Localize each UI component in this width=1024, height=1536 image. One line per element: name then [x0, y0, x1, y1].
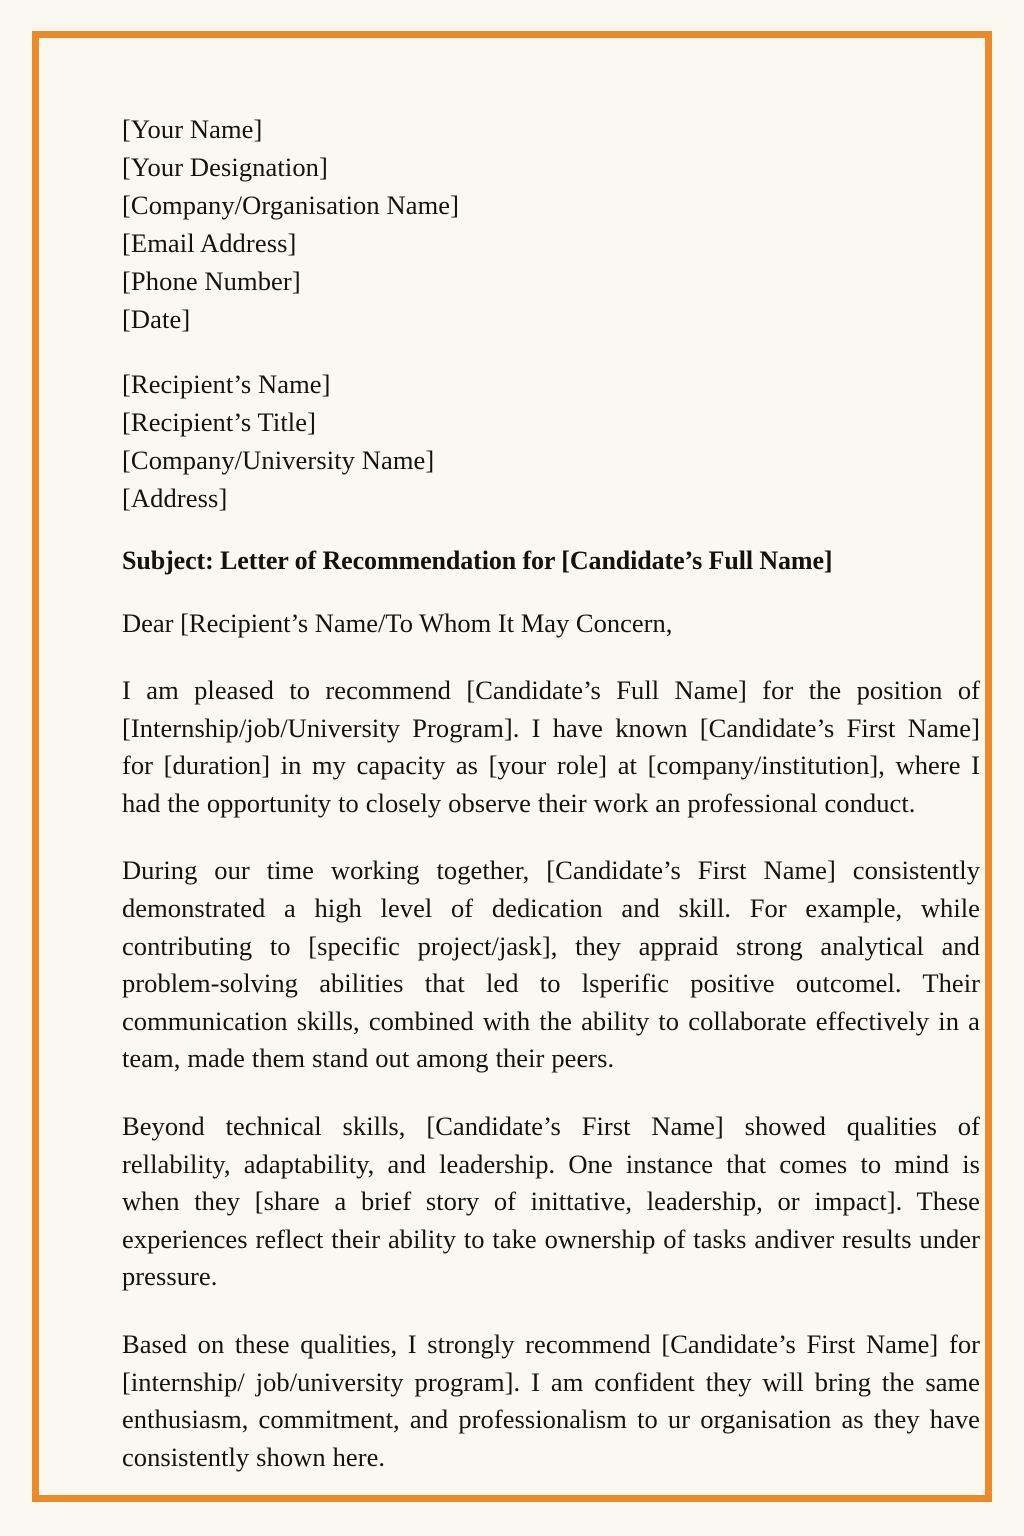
sender-line-phone: [Phone Number]	[122, 266, 301, 296]
body-paragraph-4: Based on these qualities, I strongly recommend [Candidate’s First Name] for [internship/ job/university program]. I am confident they will bring the same enthusiasm, commitment, and professionalism to ur organisation as they have consistently shown here.	[122, 1328, 980, 1472]
sender-address-block	[122, 110, 980, 338]
body-paragraph-1: I am pleased to recommend [Candidate’s Full Name] for the position of [Internship/job/University Program]. I have known [Candidate’s First Name] for [duration] in my capacity as [your role] at [company/institution], where I had the opportunity to closely observe their work an professional conduct.	[122, 675, 980, 818]
body-paragraph-3: Beyond technical skills, [Candidate’s First Name] showed qualities of rellability, adaptability, and leadership. One instance that comes to mind is when they [share a brief story of inittative, leadership, or impact]. These experiences reflect their ability to take ownership of tasks andiver results under pressure.	[122, 1110, 980, 1292]
recipient-line-name: [Recipient’s Name]	[122, 369, 331, 399]
block-separator	[122, 338, 980, 365]
sender-line-date: [Date]	[122, 304, 191, 334]
sender-line-email: [Email Address]	[122, 228, 297, 258]
sender-line-name: [Your Name]	[122, 114, 263, 144]
salutation-line: Dear [Recipient’s Name/To Whom It May Concern,	[122, 608, 673, 638]
subject-line: Subject: Letter of Recommendation for [Candidate’s Full Name]	[122, 546, 833, 575]
recipient-address-block	[122, 365, 980, 517]
sender-line-company: [Company/Organisation Name]	[122, 190, 460, 220]
decorative-orange-frame	[32, 31, 992, 1502]
letter-content	[122, 110, 980, 1503]
recipient-line-address: [Address]	[122, 483, 228, 513]
recipient-line-company: [Company/University Name]	[122, 445, 435, 475]
recipient-line-title: [Recipient’s Title]	[122, 407, 317, 437]
body-paragraph-2: During our time working together, [Candidate’s First Name] consistently demonstrated a high level of dedication and skill. For example, while contributing to [specific project/jask], they appraid strong analytical and problem-solving abilities that led to lsperific positive outcomel. Their communication skills, combined with the ability to collaborate effectively in a team, made them stand out among their peers.	[122, 855, 980, 1074]
sender-line-designation: [Your Designation]	[122, 152, 328, 182]
